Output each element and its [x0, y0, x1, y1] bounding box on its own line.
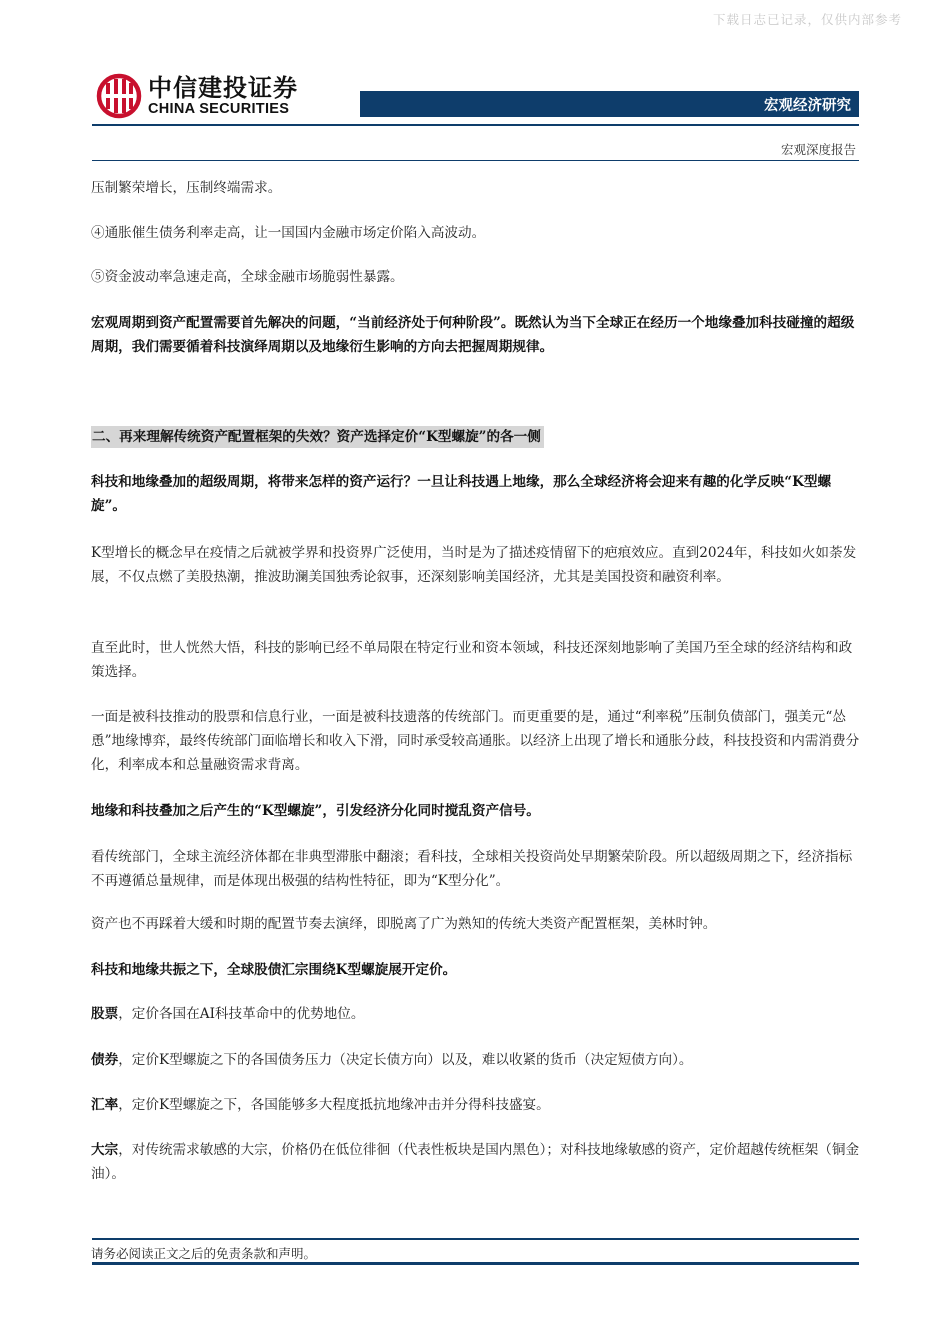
stocks-text: ，定价各国在AI科技革命中的优势地位。: [118, 1006, 365, 1022]
paragraph: K型增长的概念早在疫情之后就被学界和投资界广泛使用，当时是为了描述疫情留下的疤痕效应。直到2024年，科技如火如荼发展，不仅点燃了美股热潮，推波助澜美国独秀论叙事，还深刻影响美国经济，尤其是美国投资和融资利率。: [91, 545, 857, 585]
paragraph: 直至此时，世人恍然大悟，科技的影响已经不单局限在特定行业和资本领域，科技还深刻地影响了美国乃至全球的经济结构和政策选择。: [91, 640, 853, 680]
paragraph: ④通胀催生债务利率走高，让一国国内金融市场定价陷入高波动。: [91, 225, 486, 241]
logo-english-name: CHINA SECURITIES: [148, 101, 290, 117]
paragraph: 压制繁荣增长，压制终端需求。: [91, 180, 282, 196]
header-divider: [92, 124, 859, 126]
header-band-title: 宏观经济研究: [764, 97, 851, 114]
section-heading: 二、再来理解传统资产配置框架的失效？资产选择定价“K型螺旋”的各一侧: [91, 426, 544, 448]
citic-logo-icon: [96, 73, 142, 119]
footer-divider: [92, 1238, 859, 1240]
bold-paragraph: 科技和地缘叠加的超级周期，将带来怎样的资产运行？一旦让科技遇上地缘，那么全球经济将会迎来有趣的化学反映“K型螺旋”。: [91, 474, 832, 514]
subheader-divider: [92, 160, 859, 161]
commodities-paragraph: [91, 1138, 861, 1186]
commodities-label: 大宗: [91, 1142, 119, 1158]
fx-text: ，定价K型螺旋之下，各国能够多大程度抵抗地缘冲击并分得科技盛宴。: [118, 1097, 550, 1113]
paragraph: 一面是被科技推动的股票和信息行业，一面是被科技遗落的传统部门。而更重要的是，通过“利率税”压制负债部门，强美元“怂恿”地缘博弈，最终传统部门面临增长和收入下滑，同时承受较高通胀。以经济上出现了增长和通胀分歧，科技投资和内需消费分化，利率成本和总量融资需求背离。: [91, 709, 860, 773]
company-logo: [96, 72, 298, 120]
stocks-paragraph: [91, 1002, 861, 1026]
bold-paragraph: 地缘和科技叠加之后产生的“K型螺旋”，引发经济分化同时搅乱资产信号。: [91, 803, 540, 819]
report-type: 宏观深度报告: [780, 142, 856, 157]
watermark: 下载日志已记录，仅供内部参考: [712, 12, 902, 27]
bold-paragraph: 宏观周期到资产配置需要首先解决的问题，“当前经济处于何种阶段”。既然认为当下全球正在经历一个地缘叠加科技碰撞的超级周期，我们需要循着科技演绎周期以及地缘衍生影响的方向去把握周期规律。: [91, 315, 855, 355]
bonds-text: ，定价K型螺旋之下的各国债务压力（决定长债方向）以及，难以收紧的货币（决定短债方向）。: [118, 1052, 693, 1068]
footer-disclaimer: 请务必阅读正文之后的免责条款和声明。: [91, 1246, 317, 1261]
header-band: [360, 91, 859, 117]
paragraph: 看传统部门，全球主流经济体都在非典型滞胀中翻滚；看科技，全球相关投资尚处早期繁荣阶段。所以超级周期之下，经济指标不再遵循总量规律，而是体现出极强的结构性特征，即为“K型分化”。: [91, 849, 853, 889]
footer-bottom-bar: [92, 1262, 859, 1265]
fx-label: 汇率: [91, 1097, 119, 1113]
commodities-text: ，对传统需求敏感的大宗，价格仍在低位徘徊（代表性板块是国内黑色）；对科技地缘敏感的资产，定价超越传统框架（铜金油）。: [91, 1142, 860, 1182]
fx-paragraph: [91, 1093, 861, 1117]
logo-chinese-name: 中信建投证券: [148, 74, 298, 102]
bonds-paragraph: [91, 1048, 861, 1072]
paragraph: 资产也不再踩着大缓和时期的配置节奏去演绎，即脱离了广为熟知的传统大类资产配置框架，美林时钟。: [91, 916, 717, 932]
bonds-label: 债券: [91, 1052, 119, 1068]
stocks-label: 股票: [91, 1006, 119, 1022]
bold-paragraph: 科技和地缘共振之下，全球股债汇宗围绕K型螺旋展开定价。: [91, 962, 457, 978]
paragraph: ⑤资金波动率急速走高，全球金融市场脆弱性暴露。: [91, 269, 404, 285]
